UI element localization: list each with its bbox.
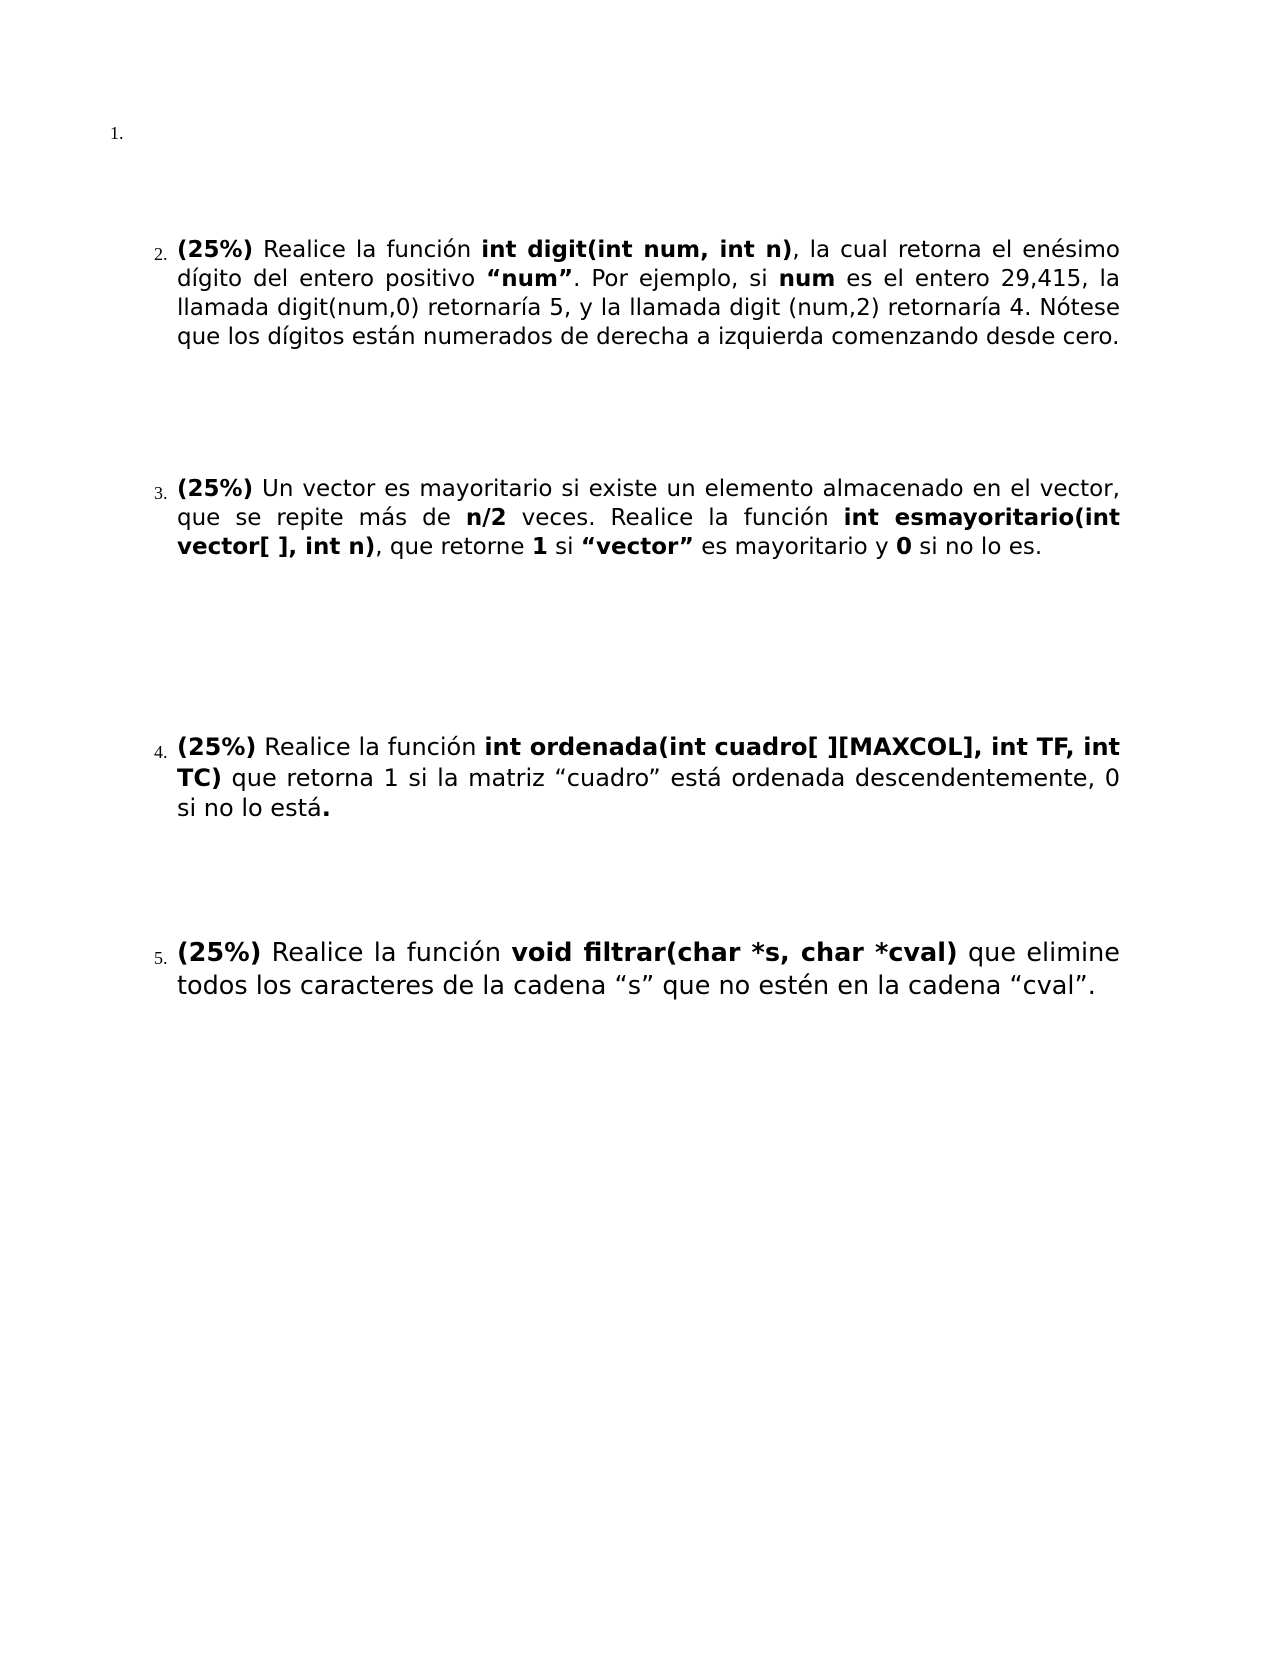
question-3-text-4: si	[547, 534, 581, 560]
question-4-weight: (25%)	[177, 733, 257, 761]
question-5-text-1: Realice la función	[261, 938, 512, 968]
list-number-5: 5.	[154, 948, 168, 968]
question-3-return-zero: 0	[895, 534, 912, 560]
question-3-text-1: Un vector es mayoritario si existe un elemento almacenado en el vector, que se repite más de	[177, 476, 1120, 531]
question-3-text-5: es mayoritario y	[693, 534, 896, 560]
question-3-text	[177, 475, 1120, 562]
question-3-weight: (25%)	[177, 476, 254, 502]
question-2-text-1: Realice la función	[253, 237, 482, 263]
question-4-text-2: que retorna 1 si la matriz “cuadro” está ordenada descendentemente, 0 si no lo está	[177, 763, 1120, 822]
question-2-weight: (25%)	[177, 237, 254, 263]
question-2-num-bold: num	[778, 266, 836, 292]
question-2-text	[177, 236, 1120, 352]
question-3-return-one: 1	[531, 534, 548, 560]
question-4-text	[177, 732, 1120, 824]
list-number-3: 3.	[154, 483, 168, 503]
question-5-text	[177, 937, 1120, 1002]
question-5-text-2: que elimine todos los caracteres de la cadena “s” que no estén en la cadena “cval”.	[177, 938, 1120, 1001]
question-4-final-period: .	[321, 794, 331, 822]
question-4-text-1: Realice la función	[256, 733, 485, 761]
list-number-1: 1.	[110, 123, 124, 143]
question-2-function-signature: int digit(int num, int n)	[481, 237, 793, 263]
question-2-text-2: , la cual retorna el enésimo dígito del entero positivo	[177, 237, 1121, 292]
question-3-vector-quoted: “vector”	[580, 534, 694, 560]
question-5-function-signature: void filtrar(char *s, char *cval)	[511, 938, 958, 968]
question-3-n-half: n/2	[465, 505, 507, 531]
question-5-weight: (25%)	[177, 938, 262, 968]
question-4-function-signature: int ordenada(int cuadro[ ][MAXCOL], int TF, int TC)	[177, 733, 1121, 792]
question-2-text-3: . Por ejemplo, si	[573, 266, 779, 292]
question-2-text-4: es el entero 29,415, la llamada digit(num,0) retornaría 5, y la llamada digit (num,2) retornaría 4. Nótese que los dígitos están numerados de derecha a izquierda comenzando desde cero.	[177, 266, 1120, 350]
list-number-4: 4.	[154, 742, 168, 762]
question-3-text-6: si no lo es.	[911, 534, 1043, 560]
question-2-num-quoted: “num”	[486, 266, 574, 292]
question-3-function-signature: int esmayoritario(int vector[ ], int n)	[177, 505, 1120, 560]
list-number-2: 2.	[154, 244, 168, 264]
question-3-text-2: veces. Realice la función	[506, 505, 844, 531]
question-3-text-3: , que retorne	[375, 534, 532, 560]
